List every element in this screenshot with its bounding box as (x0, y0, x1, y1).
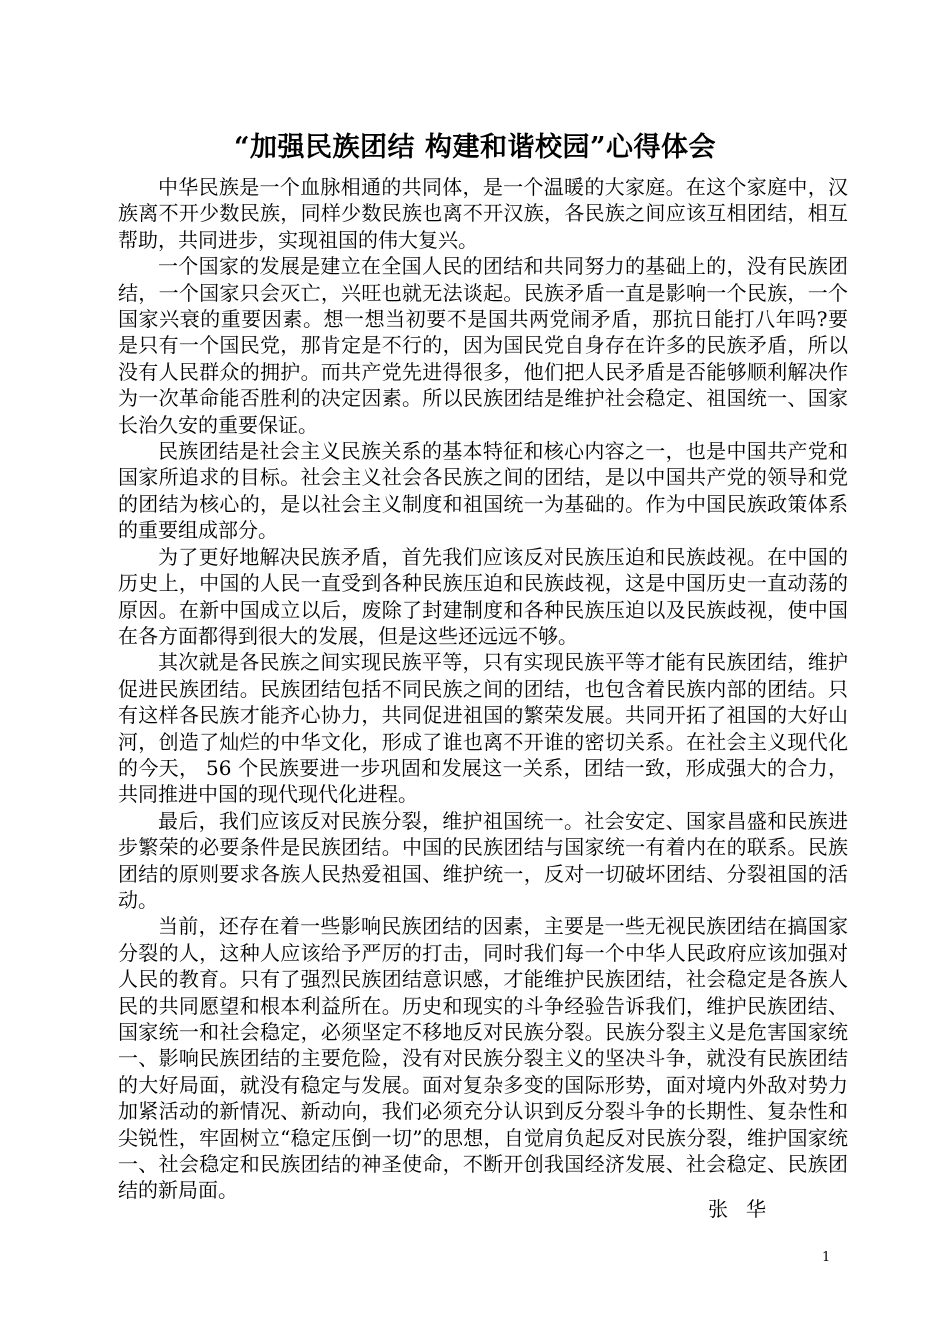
paragraph: 一个国家的发展是建立在全国人民的团结和共同努力的基础上的，没有民族团结，一个国家只会灭亡，兴旺也就无法谈起。民族矛盾一直是影响一个民族，一个国家兴衰的重要因素。想一想当初要不是国共两党闹矛盾，那抗日能打八年吗?要是只有一个国民党，那肯定是不行的，因为国民党自身存在许多的民族矛盾，所以没有人民群众的拥护。而共产党先进得很多，他们把人民矛盾是否能够顺利解决作为一次革命能否胜利的决定因素。所以民族团结是维护社会稳定、祖国统一、国家长治久安的重要保证。 (118, 254, 848, 437)
paragraph: 当前，还存在着一些影响民族团结的因素，主要是一些无视民族团结在搞国家分裂的人，这种人应该给予严厉的打击，同时我们每一个中华人民政府应该加强对人民的教育。只有了强烈民族团结意识感，才能维护民族团结，社会稳定是各族人民的共同愿望和根本利益所在。历史和现实的斗争经验告诉我们，维护民族团结、国家统一和社会稳定，必须坚定不移地反对民族分裂。民族分裂主义是危害国家统一、影响民族团结的主要危险，没有对民族分裂主义的坚决斗争，就没有民族团结的大好局面，就没有稳定与发展。面对复杂多变的国际形势，面对境内外敌对势力加紧活动的新情况、新动向，我们必须充分认识到反分裂斗争的长期性、复杂性和尖锐性，牢固树立“稳定压倒一切”的思想，自觉肩负起反对民族分裂，维护国家统一、社会稳定和民族团结的神圣使命，不断开创我国经济发展、社会稳定、民族团结的新局面。 (118, 914, 848, 1203)
paragraph: 其次就是各民族之间实现民族平等，只有实现民族平等才能有民族团结，维护促进民族团结。民族团结包括不同民族之间的团结，也包含着民族内部的团结。只有这样各民族才能齐心协力，共同促进祖国的繁荣发展。共同开拓了祖国的大好山河，创造了灿烂的中华文化，形成了谁也离不开谁的密切关系。在社会主义现代化的今天， 56 个民族要进一步巩固和发展这一关系，团结一致，形成强大的合力，共同推进中国的现代现代化进程。 (118, 650, 848, 807)
paragraph: 最后，我们应该反对民族分裂，维护祖国统一。社会安定、国家昌盛和民族进步繁荣的必要条件是民族团结。中国的民族团结与国家统一有着内在的联系。民族团结的原则要求各族人民热爱祖国、维护统一，反对一切破坏团结、分裂祖国的活动。 (118, 808, 848, 912)
paragraph: 中华民族是一个血脉相通的共同体，是一个温暖的大家庭。在这个家庭中，汉族离不开少数民族，同样少数民族也离不开汉族，各民族之间应该互相团结，相互帮助，共同进步，实现祖国的伟大复兴。 (118, 175, 848, 252)
page-number: 1 (822, 1250, 831, 1265)
paragraph: 为了更好地解决民族矛盾，首先我们应该反对民族压迫和民族歧视。在中国的历史上，中国的人民一直受到各种民族压迫和民族歧视，这是中国历史一直动荡的原因。在新中国成立以后，废除了封建制度和各种民族压迫以及民族歧视，使中国在各方面都得到很大的发展，但是这些还远远不够。 (118, 544, 848, 648)
author-signature: 张华 (708, 1197, 784, 1221)
document-title: “加强民族团结 构建和谐校园”心得体会 (234, 132, 716, 163)
document-body (118, 174, 848, 1204)
paragraph: 民族团结是社会主义民族关系的基本特征和核心内容之一，也是中国共产党和国家所追求的目标。社会主义社会各民族之间的团结，是以中国共产党的领导和党的团结为核心的，是以社会主义制度和祖国统一为基础的。作为中国民族政策体系的重要组成部分。 (118, 439, 848, 543)
